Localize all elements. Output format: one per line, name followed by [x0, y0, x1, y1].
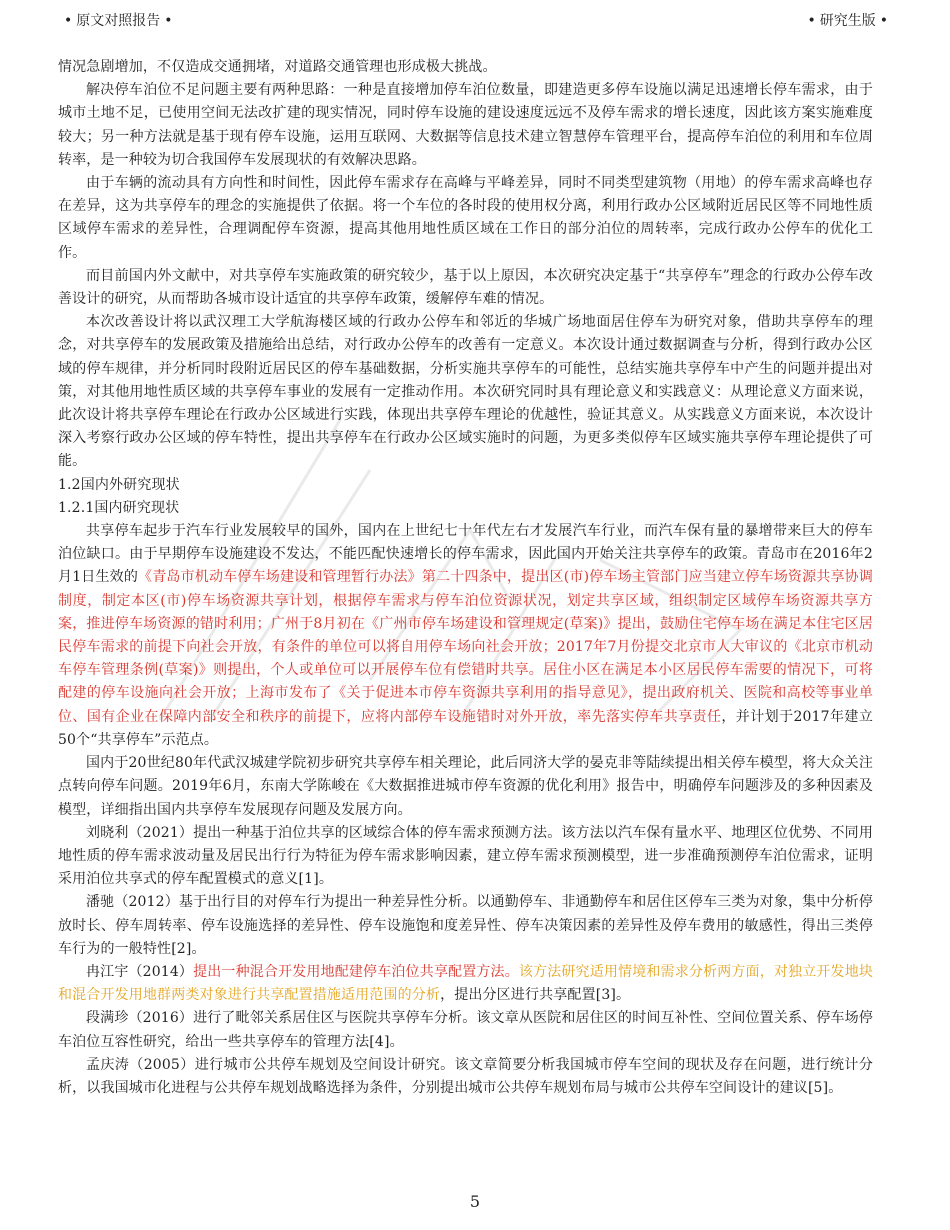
paragraph [58, 56, 873, 79]
edition-text: 研究生版 [819, 13, 876, 29]
page-header [60, 10, 892, 32]
text-segment: 孟庆涛（2005）进行城市公共停车规划及空间设计研究。该文章简要分析我国城市停车空间的现状及存在问题，进行统计分析，以我国城市化进程与公共停车规划战略选择为条件，分别提出城市公共停车规划布局与城市公共停车空间设计的建议[5]。 [58, 1056, 873, 1096]
paragraph [58, 752, 873, 822]
paragraph [58, 172, 873, 265]
paragraph [58, 961, 873, 1007]
paragraph [58, 822, 873, 892]
report-title: 原文对照报告 [76, 13, 161, 29]
highlight-orange-text: 该方法研究适用情境和需求分析两方面，对独立开发地块和混合开发用地群两类对象进行共享配置措施适用范围的分析 [58, 963, 874, 1004]
bullet: • [807, 13, 816, 29]
bullet: • [164, 13, 173, 29]
highlight-red-text: 《青岛市机动车停车场建设和管理暂行办法》第二十四条中，提出区(市)停车场主管部门应当建立停车场资源共享协调制度，制定本区(市)停车场资源共享计划，根据停车需求与停车泊位资源状况，划定共享区域，组织制定区域停车场资源共享方案，推进停车场资源的错时利用；广州于8月初在《广州市停车场建设和管理规定(草案)》提出，鼓励住宅停车场在满足本住宅区居民停车需求的前提下向社会开放，有条件的单位可以将自用停车场向社会开放；2017年7月份提交北京市人大审议的《北京市机动车停车管理条例(草案)》则提出，个人或单位可以开展停车位有偿错时共享。居住小区在满足本小区居民停车需要的情况下，可将配建的停车设施向社会开放；上海市发布了《关于促进本市停车资源共享利用的指导意见》，提出政府机关、医院和高校等事业单位、国有企业在保障内部安全和秩序的前提下，应将内部停车设施错时对外开放，率先落实停车共享责任 [58, 569, 873, 725]
section-heading [58, 497, 873, 520]
text-segment: 段满珍（2016）进行了毗邻关系居住区与医院共享停车分析。该文章从医院和居住区的时间互补性、空间位置关系、停车场停车泊位互容性研究，给出一些共享停车的管理方法[4]。 [58, 1010, 873, 1050]
paragraph [58, 311, 873, 473]
page-number: 5 [469, 1192, 481, 1211]
text-segment: 国内于20世纪80年代武汉城建学院初步研究共享停车相关理论，此后同济大学的晏克非等陆续提出相关停车模型，将大众关注点转向停车问题。2019年6月，东南大学陈峻在《大数据推进城市停车资源的优化利用》报告中，明确停车问题涉及的多种因素及模型，详细指出国内共享停车发展现存问题及发展方向。 [58, 755, 873, 818]
paragraph [58, 891, 873, 961]
text-segment: 潘驰（2012）基于出行目的对停车行为提出一种差异性分析。以通勤停车、非通勤停车和居住区停车三类为对象，集中分析停放时长、停车周转率、停车设施选择的差异性、停车设施饱和度差异性、停车决策因素的差异性及停车费用的敏感性，得出三类停车行为的一般特性[2]。 [58, 894, 873, 957]
paragraph [58, 79, 873, 172]
paragraph [58, 1054, 873, 1100]
paragraph [58, 1007, 873, 1053]
text-segment: 而目前国内外文献中，对共享停车实施政策的研究较少，基于以上原因，本次研究决定基于“共享停车”理念的行政办公停车改善设计的研究，从而帮助各城市设计适宜的共享停车政策，缓解停车难的情况。 [58, 267, 873, 308]
bullet: • [64, 13, 73, 29]
paragraph [58, 265, 873, 311]
text-segment: 共享停车起步于汽车行业发展较早的国外，国内在上世纪七十年代左右才发展汽车行业，而汽车保有量的暴增带来巨大的停车泊位缺口。由于早期停车设施建设不发达，不能匹配快速增长的停车需求，因此国内开始关注共享停车的政策。青岛市在2016年2月1日生效的 [58, 523, 873, 586]
highlight-red-text: 提出一种混合开发用地配建停车泊位共享配置方法。 [193, 963, 519, 980]
text-segment: 1.2.1国内研究现状 [58, 499, 180, 516]
edition-label [803, 10, 892, 30]
text-segment: 冉江宇（2014） [86, 963, 194, 980]
text-segment: ，并计划于2017年建立50个“共享停车”示范点。 [58, 708, 873, 748]
text-segment: 解决停车泊位不足问题主要有两种思路：一种是直接增加停车泊位数量，即建造更多停车设施以满足迅速增长停车需求，由于城市土地不足，已使用空间无法改扩建的现实情况，同时停车设施的建设速度远远不及停车需求的增长速度，因此该方案实施难度较大；另一种方法就是基于现有停车设施，运用互联网、大数据等信息技术建立智慧停车管理平台，提高停车泊位的利用和车位周转率，是一种较为切合我国停车发展现状的有效解决思路。 [58, 82, 873, 168]
text-segment: 本次改善设计将以武汉理工大学航海楼区域的行政办公停车和邻近的华城广场地面居住停车为研究对象，借助共享停车的理念，对共享停车的发展政策及措施给出总结，对行政办公停车的改善有一定意义。本次设计通过数据调查与分析，得到行政办公区域的停车规律，并分析同时段附近居民区的停车基础数据，分析实施共享停车的可能性，总结实施共享停车中产生的问题并提出对策，对其他用地性质区域的共享停车事业的发展有一定推动作用。本次研究同时具有理论意义和实践意义：从理论意义方面来说，此次设计将共享停车理论在行政办公区域进行实践，体现出共享停车理论的优越性，验证其意义。从实践意义方面来说，本次设计深入考察行政办公区域的停车特性，提出共享停车在行政办公区域实施时的问题，为更多类似停车区域实施共享停车理论提供了可能。 [58, 314, 873, 470]
text-segment: 情况急剧增加，不仅造成交通拥堵，对道路交通管理也形成极大挑战。 [58, 59, 497, 75]
paragraph [58, 520, 873, 752]
bullet: • [879, 13, 888, 29]
report-type-label [60, 10, 177, 30]
text-segment: 由于车辆的流动具有方向性和时间性，因此停车需求存在高峰与平峰差异，同时不同类型建筑物（用地）的停车需求高峰也存在差异，这为共享停车的理念的实施提供了依据。将一个车位的各时段的使用权分离，利用行政办公区域附近居民区等不同地性质区域停车需求的差异性，合理调配停车资源，提高其他用地性质区域在工作日的部分泊位的周转率，完成行政办公停车的优化工作。 [58, 175, 873, 261]
report-body [58, 56, 873, 1100]
text-segment: 刘晓利（2021）提出一种基于泊位共享的区域综合体的停车需求预测方法。该方法以汽车保有量水平、地理区位优势、不同用地性质的停车需求波动量及居民出行行为特征为停车需求影响因素，建立停车需求预测模型，进一步准确预测停车泊位需求，证明采用泊位共享式的停车配置模式的意义[1]。 [58, 824, 873, 888]
text-segment: 1.2国内外研究现状 [58, 476, 180, 493]
text-segment: ，提出分区进行共享配置[3]。 [440, 987, 631, 1004]
section-heading [58, 474, 873, 497]
